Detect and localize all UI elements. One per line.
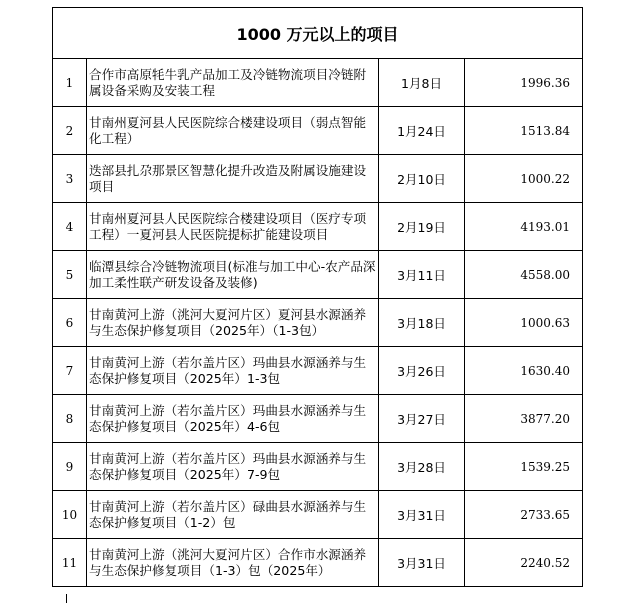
table-row bbox=[53, 59, 583, 107]
table-row bbox=[53, 539, 583, 587]
table-row bbox=[53, 395, 583, 443]
project-date-text: 1月24日 bbox=[397, 123, 446, 139]
row-index-text: 11 bbox=[61, 555, 78, 570]
row-index bbox=[53, 155, 87, 203]
table-row bbox=[53, 491, 583, 539]
project-name bbox=[87, 107, 379, 155]
project-date bbox=[379, 299, 465, 347]
project-date-text: 2月10日 bbox=[397, 171, 446, 187]
project-amount bbox=[465, 347, 583, 395]
project-amount-text: 1513.84 bbox=[520, 123, 570, 138]
row-index bbox=[53, 395, 87, 443]
project-amount-text: 2240.52 bbox=[520, 555, 570, 570]
row-index-text: 9 bbox=[65, 459, 74, 474]
project-amount-text: 1000.22 bbox=[520, 171, 570, 186]
row-index-text: 3 bbox=[65, 171, 74, 186]
project-name-text: 甘南黄河上游（洮河大夏河片区）夏河县水源涵养与生态保护修复项目（2025年）（1-3包） bbox=[89, 306, 367, 338]
project-name-text: 甘南黄河上游（若尔盖片区）玛曲县水源涵养与生态保护修复项目（2025年）7-9包 bbox=[89, 450, 367, 482]
project-date-text: 3月11日 bbox=[397, 267, 446, 283]
project-amount-text: 1000.63 bbox=[520, 315, 570, 330]
project-amount bbox=[465, 251, 583, 299]
project-date bbox=[379, 347, 465, 395]
project-name-text: 迭部县扎尕那景区智慧化提升改造及附属设施建设项目 bbox=[89, 162, 367, 194]
row-index-text: 6 bbox=[65, 315, 74, 330]
row-index bbox=[53, 251, 87, 299]
project-name bbox=[87, 155, 379, 203]
row-index-text: 10 bbox=[61, 507, 78, 522]
project-date bbox=[379, 203, 465, 251]
table-row bbox=[53, 347, 583, 395]
project-name bbox=[87, 251, 379, 299]
project-amount-text: 4193.01 bbox=[520, 219, 570, 234]
row-index-text: 7 bbox=[65, 363, 74, 378]
project-amount bbox=[465, 107, 583, 155]
project-date-text: 3月26日 bbox=[397, 363, 446, 379]
project-name-text: 合作市高原牦牛乳产品加工及冷链物流项目冷链附属设备采购及安装工程 bbox=[89, 66, 367, 98]
project-name-text: 甘南黄河上游（洮河大夏河片区）合作市水源涵养与生态保护修复项目（1-3）包（2025年） bbox=[89, 546, 367, 578]
project-name-text: 甘南州夏河县人民医院综合楼建设项目（医疗专项工程）一夏河县人民医院提标扩能建设项目 bbox=[89, 210, 367, 242]
project-amount-text: 1539.25 bbox=[520, 459, 570, 474]
row-index-text: 2 bbox=[65, 123, 74, 138]
project-name-text: 临潭县综合冷链物流项目(标准与加工中心-农产品深加工柔性联产研发设备及装修) bbox=[89, 258, 376, 290]
project-date bbox=[379, 251, 465, 299]
project-date-text: 3月28日 bbox=[397, 459, 446, 475]
project-date-text: 3月18日 bbox=[397, 315, 446, 331]
project-name bbox=[87, 443, 379, 491]
projects-table bbox=[52, 7, 583, 587]
project-name bbox=[87, 491, 379, 539]
project-date bbox=[379, 395, 465, 443]
project-amount bbox=[465, 539, 583, 587]
row-index bbox=[53, 491, 87, 539]
project-amount bbox=[465, 299, 583, 347]
project-name bbox=[87, 539, 379, 587]
row-index-text: 8 bbox=[65, 411, 74, 426]
project-name-text: 甘南黄河上游（若尔盖片区）碌曲县水源涵养与生态保护修复项目（1-2）包 bbox=[89, 498, 367, 530]
project-date bbox=[379, 539, 465, 587]
row-index bbox=[53, 59, 87, 107]
row-index bbox=[53, 347, 87, 395]
row-index bbox=[53, 299, 87, 347]
project-amount bbox=[465, 443, 583, 491]
project-amount-text: 2733.65 bbox=[520, 507, 570, 522]
project-amount bbox=[465, 395, 583, 443]
project-name-text: 甘南州夏河县人民医院综合楼建设项目（弱点智能化工程） bbox=[89, 114, 367, 146]
project-date-text: 3月31日 bbox=[397, 555, 446, 571]
project-amount-text: 4558.00 bbox=[520, 267, 570, 282]
row-index-text: 5 bbox=[65, 267, 74, 282]
row-index bbox=[53, 107, 87, 155]
row-index bbox=[53, 203, 87, 251]
project-amount bbox=[465, 491, 583, 539]
project-name bbox=[87, 395, 379, 443]
project-date-text: 3月31日 bbox=[397, 507, 446, 523]
table-row bbox=[53, 107, 583, 155]
table-body bbox=[53, 59, 583, 587]
table-row bbox=[53, 299, 583, 347]
project-name-text: 甘南黄河上游（若尔盖片区）玛曲县水源涵养与生态保护修复项目（2025年）1-3包 bbox=[89, 354, 367, 386]
text-cursor bbox=[66, 594, 67, 603]
project-name bbox=[87, 59, 379, 107]
project-amount-text: 1630.40 bbox=[520, 363, 570, 378]
table-row bbox=[53, 251, 583, 299]
project-amount bbox=[465, 155, 583, 203]
table-title-row bbox=[53, 8, 583, 59]
row-index bbox=[53, 443, 87, 491]
table-row bbox=[53, 203, 583, 251]
table-row bbox=[53, 155, 583, 203]
project-name-text: 甘南黄河上游（若尔盖片区）玛曲县水源涵养与生态保护修复项目（2025年）4-6包 bbox=[89, 402, 367, 434]
project-name bbox=[87, 203, 379, 251]
row-index-text: 4 bbox=[65, 219, 74, 234]
project-date-text: 3月27日 bbox=[397, 411, 446, 427]
project-name bbox=[87, 299, 379, 347]
table-title: 1000 万元以上的项目 bbox=[53, 8, 583, 59]
project-date bbox=[379, 491, 465, 539]
row-index-text: 1 bbox=[65, 75, 74, 90]
project-date-text: 1月8日 bbox=[401, 75, 442, 91]
project-amount bbox=[465, 203, 583, 251]
project-date bbox=[379, 59, 465, 107]
project-date bbox=[379, 155, 465, 203]
table-row bbox=[53, 443, 583, 491]
project-amount-text: 1996.36 bbox=[520, 75, 570, 90]
project-amount-text: 3877.20 bbox=[520, 411, 570, 426]
project-name bbox=[87, 347, 379, 395]
project-date bbox=[379, 443, 465, 491]
project-date bbox=[379, 107, 465, 155]
project-amount bbox=[465, 59, 583, 107]
row-index bbox=[53, 539, 87, 587]
project-date-text: 2月19日 bbox=[397, 219, 446, 235]
